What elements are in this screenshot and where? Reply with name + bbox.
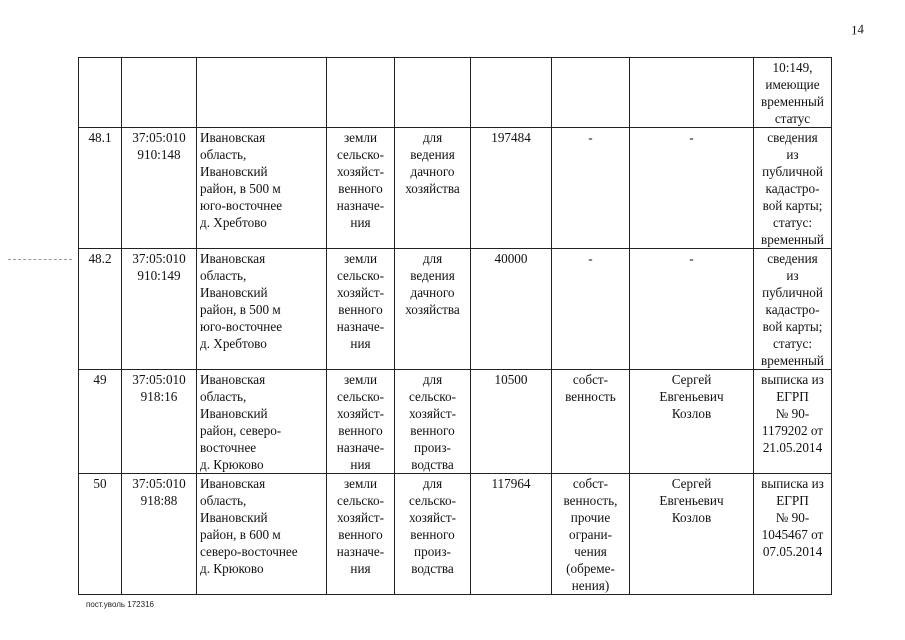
- footer-note: пост.уволь 172316: [86, 600, 154, 609]
- cell-category: [327, 58, 395, 128]
- cell-category: земли сельско- хозяйст- венного назначе- ния: [327, 128, 395, 249]
- cell-right: собст- венность, прочие ограни- чения (обреме- нения): [552, 474, 630, 595]
- table-row: [79, 58, 832, 128]
- cell-source: выписка из ЕГРП № 90- 1179202 от 21.05.2014: [754, 370, 832, 474]
- cell-num: 49: [79, 370, 122, 474]
- margin-mark: [8, 259, 72, 260]
- cell-use: [395, 58, 471, 128]
- cell-source: сведения из публичной кадастро- вой карты; статус: временный: [754, 249, 832, 370]
- cell-cadastral: 37:05:010 918:16: [122, 370, 197, 474]
- cell-area: [471, 58, 552, 128]
- cell-num: 48.2: [79, 249, 122, 370]
- cell-cadastral: 37:05:010 918:88: [122, 474, 197, 595]
- cell-owner: [630, 58, 754, 128]
- cell-cadastral: [122, 58, 197, 128]
- cell-right: -: [552, 249, 630, 370]
- cell-use: для ведения дачного хозяйства: [395, 249, 471, 370]
- cell-area: 40000: [471, 249, 552, 370]
- cell-owner: -: [630, 249, 754, 370]
- cell-use: для сельско- хозяйст- венного произ- водства: [395, 474, 471, 595]
- table-row: [79, 370, 832, 474]
- cell-area: 10500: [471, 370, 552, 474]
- land-plots-table: [78, 57, 832, 595]
- cell-owner: -: [630, 128, 754, 249]
- table-row: [79, 249, 832, 370]
- page-number: 14: [849, 21, 865, 38]
- cell-category: земли сельско- хозяйст- венного назначе- ния: [327, 370, 395, 474]
- cell-num: 48.1: [79, 128, 122, 249]
- cell-owner: Сергей Евгеньевич Козлов: [630, 370, 754, 474]
- cell-address: Ивановская область, Ивановский район, в 500 м юго-восточнее д. Хребтово: [197, 128, 327, 249]
- cell-right: [552, 58, 630, 128]
- cell-right: собст- венность: [552, 370, 630, 474]
- cell-area: 197484: [471, 128, 552, 249]
- cell-address: Ивановская область, Ивановский район, северо- восточнее д. Крюково: [197, 370, 327, 474]
- cell-num: 50: [79, 474, 122, 595]
- cell-area: 117964: [471, 474, 552, 595]
- cell-category: земли сельско- хозяйст- венного назначе- ния: [327, 249, 395, 370]
- table-row: [79, 128, 832, 249]
- table-row: [79, 474, 832, 595]
- cell-cadastral: 37:05:010 910:149: [122, 249, 197, 370]
- cell-owner: Сергей Евгеньевич Козлов: [630, 474, 754, 595]
- cell-address: Ивановская область, Ивановский район, в 600 м северо-восточнее д. Крюково: [197, 474, 327, 595]
- cell-num: [79, 58, 122, 128]
- cell-right: -: [552, 128, 630, 249]
- cell-source: 10:149, имеющие временный статус: [754, 58, 832, 128]
- cell-address: [197, 58, 327, 128]
- cell-address: Ивановская область, Ивановский район, в 500 м юго-восточнее д. Хребтово: [197, 249, 327, 370]
- cell-use: для ведения дачного хозяйства: [395, 128, 471, 249]
- cell-source: сведения из публичной кадастро- вой карты; статус: временный: [754, 128, 832, 249]
- cell-source: выписка из ЕГРП № 90- 1045467 от 07.05.2014: [754, 474, 832, 595]
- cell-cadastral: 37:05:010 910:148: [122, 128, 197, 249]
- cell-category: земли сельско- хозяйст- венного назначе- ния: [327, 474, 395, 595]
- cell-use: для сельско- хозяйст- венного произ- водства: [395, 370, 471, 474]
